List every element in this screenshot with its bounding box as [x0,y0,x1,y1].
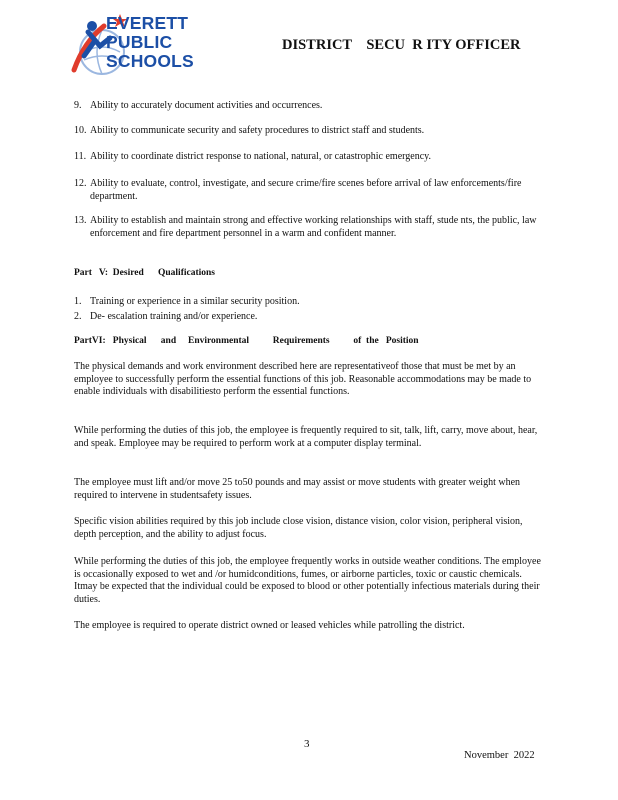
ability-item [74,215,544,240]
item-text: Ability to establish and maintain strong and effective working relationships with staff, stude nts, the public, law enforcement and fire department personnel in a warm and confident manner. [90,215,537,239]
part5-heading: Part V: Desired Qualifications [74,268,216,278]
item-text: De- escalation training and/or experience. [90,311,258,322]
logo-line-2: PUBLIC [106,32,173,52]
ability-item [74,125,544,138]
page-number: 3 [304,738,310,750]
ability-item [74,178,544,203]
paragraph: While performing the duties of this job, the employee frequently works in outside weather conditions. The employee is occasionally exposed to wet and /or humidconditions, fumes, or airborne particles, toxic or caustic chemicals. Itmay be expected that the individual could be exposed to blood or other potentially infectious materials during their duties. [74,556,541,605]
item-text: Ability to evaluate, control, investigate, and secure crime/fire scenes before arrival of law enforcements/fire department. [90,178,522,202]
logo-line-1: EVERETT [106,13,189,33]
item-number: 1. [74,296,82,307]
item-text: Ability to accurately document activities and occurrences. [90,100,323,111]
ability-item [74,100,544,113]
qualification-item [74,296,544,309]
qualification-item [74,311,544,324]
district-logo [70,12,240,80]
item-text: Ability to communicate security and safety procedures to district staff and students. [90,125,425,136]
logo-wordmark [106,14,194,71]
footer-date: November 2022 [464,750,535,761]
paragraph: Specific vision abilities required by this job include close vision, distance vision, color vision, peripheral vision, depth perception, and the ability to adjust focus. [74,516,523,540]
item-number: 9. [74,100,82,111]
paragraph: While performing the duties of this job, the employee is frequently required to sit, talk, lift, carry, move about, hear, and speak. Employee may be required to perform work at a computer display terminal. [74,425,538,449]
logo-line-3: SCHOOLS [106,51,194,71]
document-title: DISTRICT SECU R ITY OFFICER [282,37,521,53]
item-number: 11. [74,151,87,162]
ability-item [74,151,544,164]
paragraph: The employee must lift and/or move 25 to50 pounds and may assist or move students with greater weight when required to intervene in studentsafety issues. [74,477,521,501]
item-text: Ability to coordinate district response to national, natural, or catastrophic emergency. [90,151,432,162]
paragraph: The physical demands and work environment described here are representativeof those that must be met by an employee to successfully perform the essential functions of this job. Reasonable accommodations may be made to enable individuals with disabilitiesto perform the essential functions. [74,361,532,397]
paragraph: The employee is required to operate district owned or leased vehicles while patrolling the district. [74,620,465,631]
item-text: Training or experience in a similar security position. [90,296,300,307]
item-number: 2. [74,311,82,322]
part6-heading: PartVI: Physical and Environmental Requirements of the Position [74,336,419,346]
item-number: 10. [74,125,87,136]
item-number: 13. [74,215,87,226]
item-number: 12. [74,178,87,189]
